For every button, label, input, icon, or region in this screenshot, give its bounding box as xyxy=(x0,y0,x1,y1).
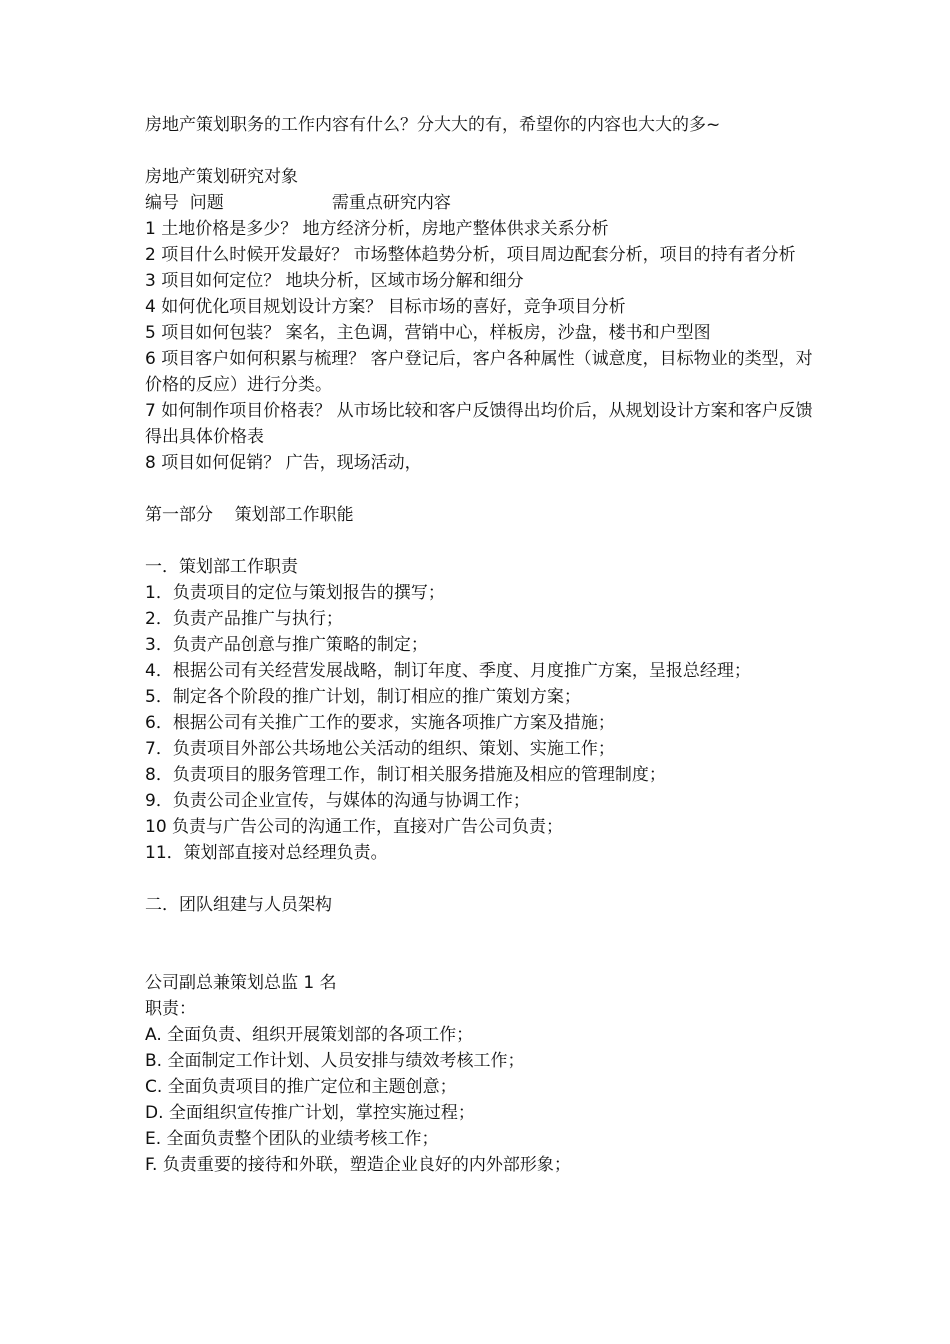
spacer xyxy=(145,528,825,554)
spacer xyxy=(145,866,825,892)
duty-item: 4．根据公司有关经营发展战略，制订年度、季度、月度推广方案，呈报总经理； xyxy=(145,661,751,681)
duty-item: 11．策划部直接对总经理负责。 xyxy=(145,843,388,863)
research-item: 4 如何优化项目规划设计方案？ 目标市场的喜好，竞争项目分析 xyxy=(145,297,626,317)
role-duty-item: A. 全面负责、组织开展策划部的各项工作； xyxy=(145,1025,474,1045)
role-duty-label: 职责： xyxy=(145,999,196,1019)
question-text: 房地产策划职务的工作内容有什么？分大大的有，希望你的内容也大大的多~ xyxy=(145,115,721,135)
duty-item: 3．负责产品创意与推广策略的制定； xyxy=(145,635,428,655)
research-item: 1 土地价格是多少？ 地方经济分析，房地产整体供求关系分析 xyxy=(145,219,609,239)
role-title: 公司副总兼策划总监 1 名 xyxy=(145,973,337,993)
role-duty-item: F. 负责重要的接待和外联，塑造企业良好的内外部形象； xyxy=(145,1155,571,1175)
document-page xyxy=(145,112,825,1178)
role-duty-item: D. 全面组织宣传推广计划，掌控实施过程； xyxy=(145,1103,475,1123)
duty-item: 1．负责项目的定位与策划报告的撰写； xyxy=(145,583,445,603)
duty-item: 10 负责与广告公司的沟通工作，直接对广告公司负责； xyxy=(145,817,564,837)
duty-item: 8．负责项目的服务管理工作，制订相关服务措施及相应的管理制度； xyxy=(145,765,666,785)
research-item: 5 项目如何包装？ 案名，主色调，营销中心，样板房，沙盘，楼书和户型图 xyxy=(145,323,711,343)
research-item: 7 如何制作项目价格表？ 从市场比较和客户反馈得出均价后，从规划设计方案和客户反馈得出具体价格表 xyxy=(145,401,813,447)
spacer xyxy=(145,918,825,970)
research-item: 3 项目如何定位？ 地块分析，区域市场分解和细分 xyxy=(145,271,524,291)
research-item: 8 项目如何促销？ 广告，现场活动， xyxy=(145,453,422,473)
duty-item: 5．制定各个阶段的推广计划，制订相应的推广策划方案； xyxy=(145,687,581,707)
section1-title: 一．策划部工作职责 xyxy=(145,557,298,577)
research-item: 6 项目客户如何积累与梳理？ 客户登记后，客户各种属性（诚意度，目标物业的类型，对价格的反应）进行分类。 xyxy=(145,349,813,395)
research-header: 编号 问题 需重点研究内容 xyxy=(145,193,451,213)
research-item: 2 项目什么时候开发最好？ 市场整体趋势分析，项目周边配套分析，项目的持有者分析 xyxy=(145,245,796,265)
spacer xyxy=(145,476,825,502)
duty-item: 2．负责产品推广与执行； xyxy=(145,609,343,629)
part1-title: 第一部分 策划部工作职能 xyxy=(145,505,354,525)
duty-item: 7．负责项目外部公共场地公关活动的组织、策划、实施工作； xyxy=(145,739,615,759)
section2-title: 二．团队组建与人员架构 xyxy=(145,895,332,915)
spacer xyxy=(145,138,825,164)
role-duty-item: C. 全面负责项目的推广定位和主题创意； xyxy=(145,1077,457,1097)
duty-item: 6．根据公司有关推广工作的要求，实施各项推广方案及措施； xyxy=(145,713,615,733)
role-duty-item: B. 全面制定工作计划、人员安排与绩效考核工作； xyxy=(145,1051,525,1071)
role-duty-item: E. 全面负责整个团队的业绩考核工作； xyxy=(145,1129,439,1149)
research-title: 房地产策划研究对象 xyxy=(145,167,298,187)
duty-item: 9．负责公司企业宣传，与媒体的沟通与协调工作； xyxy=(145,791,530,811)
